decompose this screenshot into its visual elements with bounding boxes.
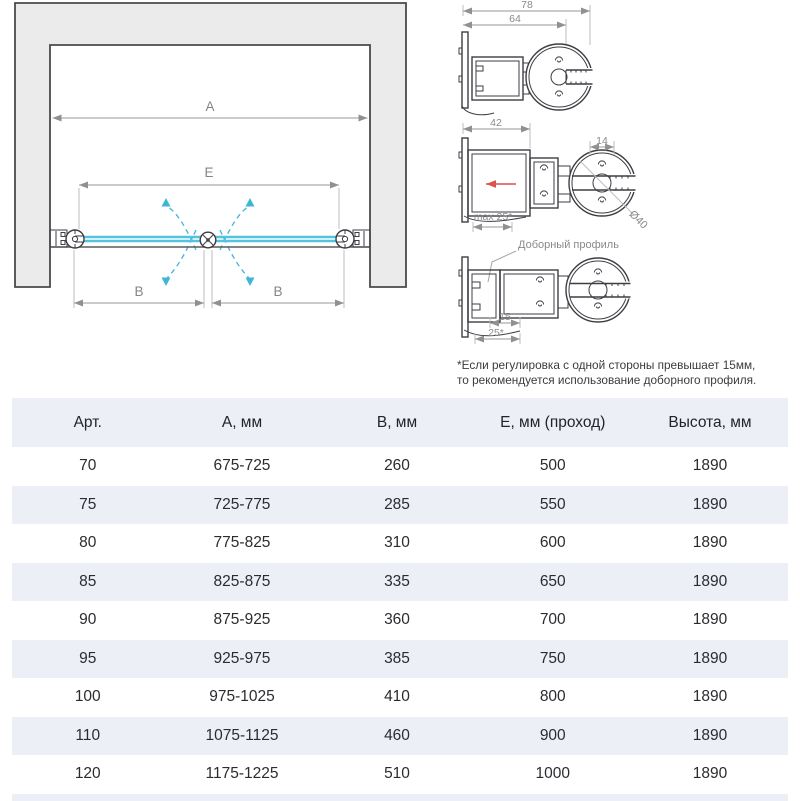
table-row <box>12 447 788 486</box>
dimension-78 <box>463 0 590 45</box>
dimension-e <box>79 165 339 229</box>
table-row <box>12 678 788 717</box>
cell-height: 1890 <box>692 457 728 475</box>
cell-art: 90 <box>79 611 97 629</box>
dim-64-label: 64 <box>509 13 521 25</box>
cell-height: 1890 <box>692 495 728 513</box>
hinge-barrel-1 <box>526 44 595 110</box>
footnote <box>457 358 787 388</box>
cell-b: 385 <box>384 649 410 667</box>
cell-b: 285 <box>384 495 410 513</box>
cell-art: 70 <box>79 457 97 475</box>
cell-a: 875-925 <box>213 611 271 629</box>
table-row <box>12 717 788 756</box>
cell-height: 1890 <box>692 572 728 590</box>
cell-b: 460 <box>384 726 410 744</box>
extension-profile-label: Доборный профиль <box>518 239 619 251</box>
center-pivot <box>200 232 216 248</box>
cell-art: 95 <box>79 649 97 667</box>
right-hinge <box>336 230 354 248</box>
profile-section-2 <box>459 117 650 232</box>
dimension-42 <box>463 117 530 148</box>
cell-height: 1890 <box>692 765 728 783</box>
cell-a: 1175-1225 <box>205 765 279 783</box>
dim-diameter-label: Ø40 <box>626 208 650 232</box>
dim-b-right-label: B <box>273 284 283 299</box>
cell-e: 750 <box>539 649 566 667</box>
right-wall-bracket <box>353 230 370 247</box>
cell-height: 1890 <box>692 688 728 706</box>
cell-e: 800 <box>539 688 566 706</box>
cell-art: 100 <box>74 688 101 706</box>
cell-height: 1890 <box>692 649 728 667</box>
plan-drawing <box>0 0 430 340</box>
left-hinge <box>66 230 84 248</box>
wall-profile-2 <box>459 138 570 222</box>
dim-14-label: 14 <box>596 135 608 147</box>
cell-art: 75 <box>79 495 97 513</box>
footnote-line-2: то рекомендуется использование доборного профиля. <box>457 373 757 387</box>
cell-a: 925-975 <box>213 649 271 667</box>
wall-profile-3 <box>459 257 568 337</box>
profile-section-3 <box>459 239 633 344</box>
extension-profile-leader <box>488 251 516 282</box>
cell-a: 825-875 <box>213 572 271 590</box>
dim-25-label: 25* <box>488 327 504 339</box>
dimension-b-right <box>212 250 344 308</box>
cell-e: 900 <box>539 726 566 744</box>
cell-art: 80 <box>79 534 97 552</box>
left-wall-bracket <box>50 230 67 247</box>
dim-a-label: A <box>205 99 215 114</box>
cell-b: 310 <box>384 534 410 552</box>
dim-e-label: E <box>204 165 214 180</box>
table-row <box>12 640 788 679</box>
hinge-barrel-3 <box>566 258 633 322</box>
cell-a: 725-775 <box>213 495 271 513</box>
table-row <box>12 755 788 794</box>
dim-b-left-label: B <box>134 284 144 299</box>
cell-b: 335 <box>384 572 410 590</box>
cell-art: 120 <box>74 765 101 783</box>
dim-78-label: 78 <box>521 0 533 11</box>
max-25-label: max 25* <box>473 211 513 223</box>
footnote-line-1: *Если регулировка с одной стороны превышает 15мм, <box>457 358 756 372</box>
cell-e: 1000 <box>535 765 570 783</box>
cell-height: 1890 <box>692 726 728 744</box>
cell-b: 510 <box>384 765 410 783</box>
col-header-e: Е, мм (проход) <box>500 413 606 431</box>
table-row <box>12 486 788 525</box>
col-header-height: Высота, мм <box>668 413 752 431</box>
profile-section-1 <box>459 0 595 115</box>
cell-a: 775-825 <box>213 534 271 552</box>
cell-b: 410 <box>384 688 410 706</box>
cell-b: 360 <box>384 611 410 629</box>
dimension-b-left <box>74 250 204 308</box>
table-row <box>12 563 788 602</box>
cell-a: 975-1025 <box>209 688 275 706</box>
profile-sections-drawing <box>430 0 800 398</box>
cell-e: 650 <box>539 572 566 590</box>
wall-profile-1 <box>459 32 529 115</box>
col-header-b: В, мм <box>376 413 418 431</box>
cell-b: 260 <box>384 457 410 475</box>
dimension-max-25 <box>473 211 512 232</box>
cell-e: 500 <box>539 457 566 475</box>
cell-a: 675-725 <box>213 457 271 475</box>
col-header-a: А, мм <box>221 413 263 431</box>
hinge-barrel-2 <box>569 150 637 216</box>
cell-a: 1075-1125 <box>205 726 279 744</box>
spec-table <box>0 398 800 801</box>
cell-height: 1890 <box>692 611 728 629</box>
cell-art: 110 <box>75 726 101 744</box>
dim-42-label: 42 <box>490 117 502 129</box>
col-header-art: Арт. <box>73 413 102 431</box>
cell-e: 700 <box>539 611 566 629</box>
cell-art: 85 <box>79 572 97 590</box>
cell-e: 550 <box>539 495 566 513</box>
table-header-row <box>12 398 788 447</box>
table-row <box>12 524 788 563</box>
dimension-a <box>53 99 368 118</box>
cell-height: 1890 <box>692 534 728 552</box>
cell-e: 600 <box>539 534 566 552</box>
table-row <box>12 601 788 640</box>
dim-15-label: 15 <box>499 311 511 323</box>
table-row-partial <box>12 794 788 801</box>
